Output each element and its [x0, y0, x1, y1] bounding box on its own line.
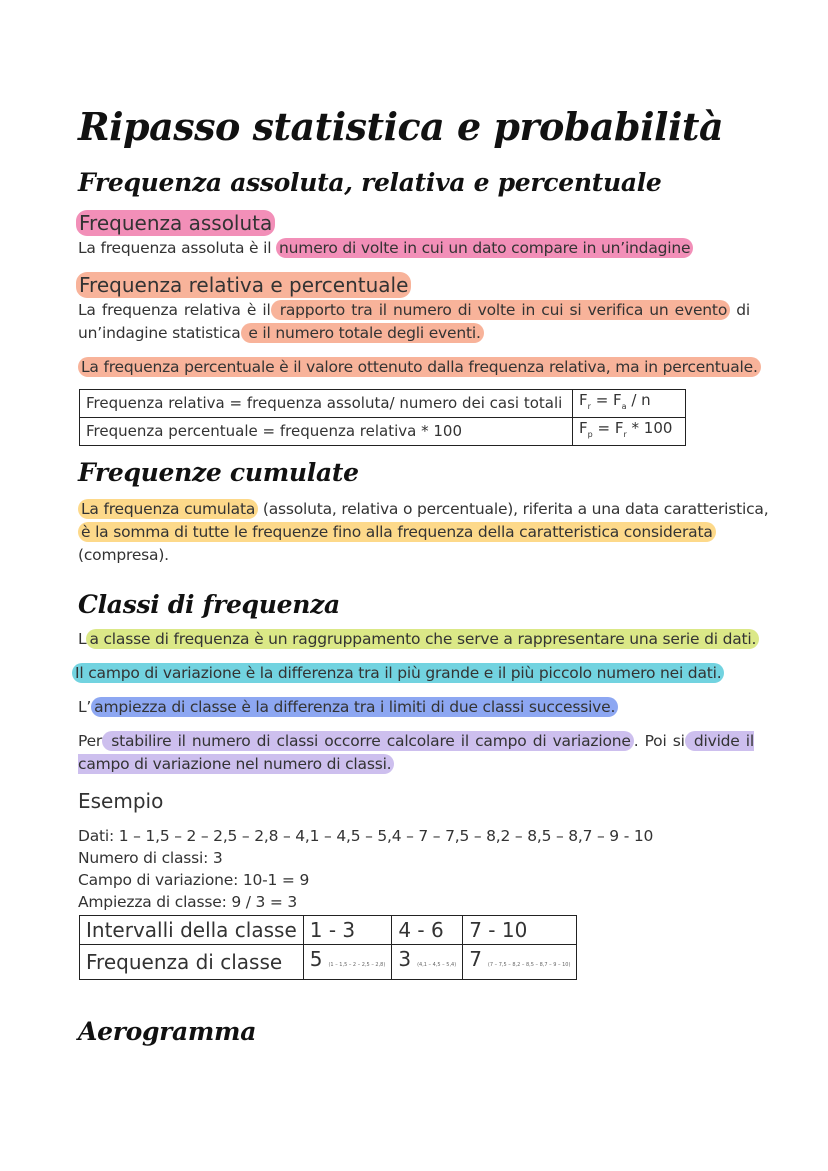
classi-table: [79, 915, 577, 980]
table-cell: Frequenza di classe: [80, 945, 304, 980]
section-heading-aerogramma: Aerogramma: [78, 1017, 257, 1046]
paragraph-frequenza-percentuale: La frequenza percentuale è il valore ottenuto dalla frequenza relativa, ma in percentuale.: [78, 356, 761, 379]
paragraph-classe-frequenza: L a classe di frequenza è un raggruppamento che serve a rappresentare una serie di dati.: [78, 628, 759, 651]
paragraph-cumulate: La frequenza cumulata (assoluta, relativa o percentuale), riferita a una data caratteristica, è la somma di tutte le frequenze fino alla frequenza della caratteristica considerata (compresa).: [78, 500, 769, 564]
paragraph-frequenza-relativa: La frequenza relativa è il rapporto tra il numero di volte in cui si verifica un evento di un’indagine statistica e il numero totale degli eventi.: [78, 301, 750, 342]
formula-table: [79, 389, 686, 446]
table-cell: 4 - 6: [392, 916, 463, 945]
section-heading-classi: Classi di frequenza: [78, 590, 340, 619]
table-row: [80, 916, 577, 945]
table-cell: 1 - 3: [303, 916, 392, 945]
formula-label: Frequenza percentuale = frequenza relativa * 100: [80, 418, 573, 446]
paragraph-ampiezza: L’ ampiezza di classe è la differenza tra i limiti di due classi successive.: [78, 696, 618, 719]
formula-label: Frequenza relativa = frequenza assoluta/ numero dei casi totali: [80, 390, 573, 418]
subheading-frequenza-assoluta: Frequenza assoluta: [76, 211, 275, 235]
paragraph-campo-variazione: Il campo di variazione è la differenza tra il più grande e il più piccolo numero nei dati.: [72, 662, 724, 685]
paragraph-numero-classi: Per stabilire il numero di classi occorre calcolare il campo di variazione . Poi si divide il campo di variazione nel numero di classi.: [78, 732, 755, 773]
paragraph-frequenza-assoluta: La frequenza assoluta è il numero di volte in cui un dato compare in un’indagine: [78, 237, 693, 260]
table-cell: 3 (4,1 – 4,5 – 5,4): [392, 945, 463, 980]
formula-symbol: $F_p = F_r * 100$: [573, 418, 686, 446]
section-heading-frequenza: Frequenza assoluta, relativa e percentuale: [78, 168, 662, 197]
table-cell: Intervalli della classe: [80, 916, 304, 945]
table-cell: 5 (1 – 1,5 – 2 – 2,5 – 2,8): [303, 945, 392, 980]
table-row: [80, 390, 686, 418]
section-heading-cumulate: Frequenze cumulate: [78, 458, 359, 487]
formula-symbol: $F_r = F_a / n$: [573, 390, 686, 418]
esempio-dati: Dati: 1 – 1,5 – 2 – 2,5 – 2,8 – 4,1 – 4,5 – 5,4 – 7 – 7,5 – 8,2 – 8,5 – 8,7 – 9 - 10 Numero di classi: 3 Campo di variazione: 10-1 = 9 Ampiezza di classe: 9 / 3 = 3: [78, 827, 654, 911]
table-row: [80, 945, 577, 980]
table-cell: 7 (7 – 7,5 – 8,2 – 8,5 – 8,7 – 9 – 10): [463, 945, 577, 980]
table-row: [80, 418, 686, 446]
page-title: Ripasso statistica e probabilità: [78, 104, 724, 149]
table-cell: 7 - 10: [463, 916, 577, 945]
subheading-frequenza-relativa: Frequenza relativa e percentuale: [76, 273, 411, 297]
subheading-esempio: Esempio: [78, 789, 164, 813]
